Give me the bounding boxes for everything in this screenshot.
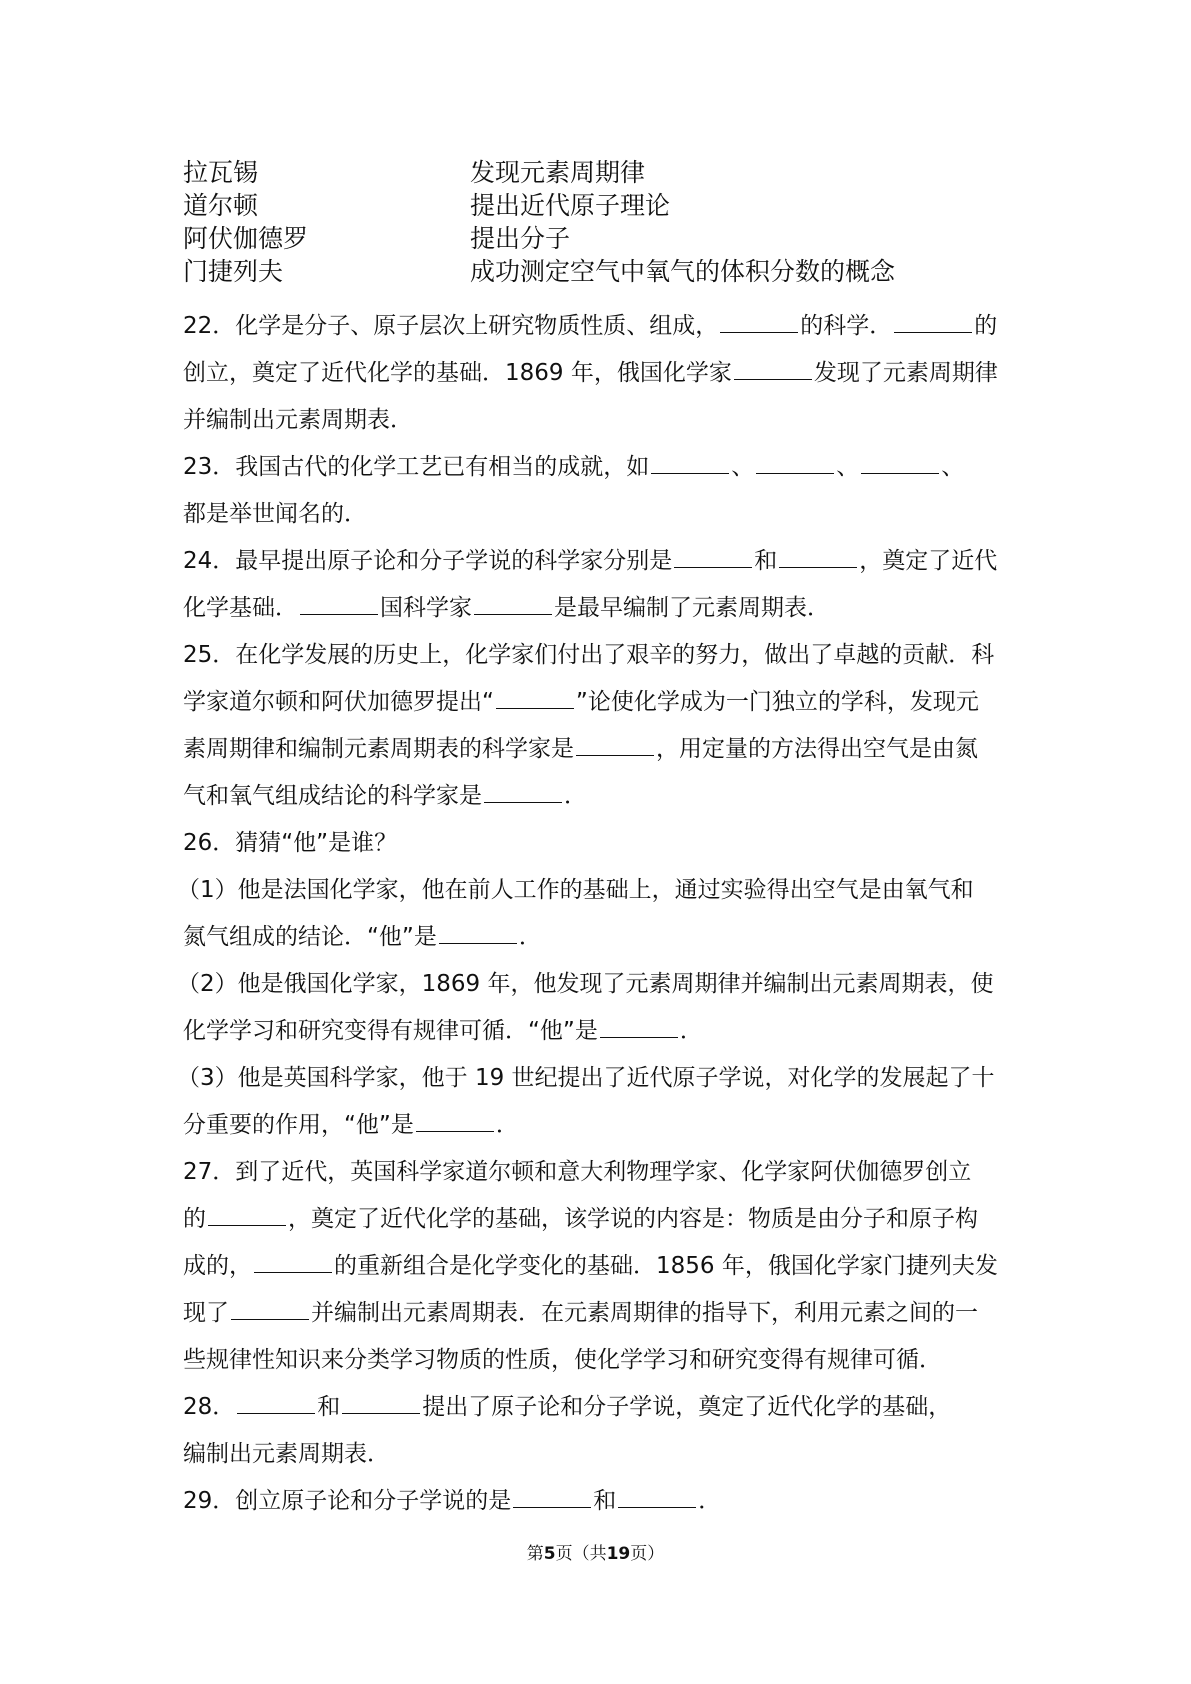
- achievement: 成功测定空气中氧气的体积分数的概念: [470, 257, 896, 286]
- answer-blank[interactable]: [513, 1485, 591, 1508]
- scientist-name: 拉瓦锡: [183, 158, 259, 187]
- answer-blank[interactable]: [756, 451, 834, 474]
- matching-row: [183, 222, 943, 255]
- question-25: 25．在化学发展的历史上，化学家们付出了艰辛的努力，做出了卓越的贡献．科 学家道尔顿和阿伏加德罗提出“ ”论使化学成为一门独立的学科，发现元 素周期律和编制元素周期表的科学家是 ，用定量的方法得出空气是由氮 气和氧气组成结论的科学家是 ．: [183, 642, 995, 809]
- answer-blank[interactable]: [576, 733, 654, 756]
- question-26-part-3: （3）他是英国科学家，他于 19 世纪提出了近代原子学说，对化学的发展起了十 分重要的作用，“他”是 ．: [177, 1065, 995, 1138]
- answer-blank[interactable]: [779, 545, 857, 568]
- answer-blank[interactable]: [254, 1250, 332, 1273]
- answer-blank[interactable]: [496, 686, 574, 709]
- question-27: 27．到了近代，英国科学家道尔顿和意大利物理学家、化学家阿伏伽德罗创立 的 ，奠定了近代化学的基础，该学说的内容是：物质是由分子和原子构 成的， 的重新组合是化学变化的基础．1856 年，俄国化学家门捷列夫发 现了 并编制出元素周期表．在元素周期律的指导下，利用元素之间的一 些规律性知识来分类学习物质的性质，使化学学习和研究变得有规律可循．: [183, 1159, 998, 1373]
- answer-blank[interactable]: [734, 357, 812, 380]
- matching-row: [183, 156, 943, 189]
- answer-blank[interactable]: [484, 780, 562, 803]
- answer-blank[interactable]: [300, 592, 378, 615]
- matching-row: [183, 189, 943, 222]
- page-total: 19: [606, 1544, 631, 1564]
- achievement: 提出近代原子理论: [470, 191, 671, 220]
- page-number: 5: [543, 1544, 556, 1564]
- scientist-name: 门捷列夫: [183, 257, 284, 286]
- answer-blank[interactable]: [208, 1203, 286, 1226]
- answer-blank[interactable]: [474, 592, 552, 615]
- achievement: 发现元素周期律: [470, 158, 646, 187]
- answer-blank[interactable]: [651, 451, 729, 474]
- answer-blank[interactable]: [894, 310, 972, 333]
- question-26-part-1: （1）他是法国化学家，他在前人工作的基础上，通过实验得出空气是由氧气和 氮气组成的结论．“他”是 ．: [177, 877, 974, 950]
- scientist-name: 道尔顿: [183, 191, 259, 220]
- answer-blank[interactable]: [600, 1015, 678, 1038]
- questions: [177, 303, 1019, 1525]
- question-26-part-2: （2）他是俄国化学家，1869 年，他发现了元素周期律并编制出元素周期表，使 化学学习和研究变得有规律可循．“他”是 ．: [177, 971, 994, 1044]
- scientist-name: 阿伏伽德罗: [183, 224, 309, 253]
- answer-blank[interactable]: [674, 545, 752, 568]
- question-24: 24．最早提出原子论和分子学说的科学家分别是 和 ，奠定了近代 化学基础． 国科学家 是最早编制了元素周期表．: [183, 538, 1019, 632]
- answer-blank[interactable]: [416, 1109, 494, 1132]
- matching-row: [183, 255, 943, 288]
- question-22: 22．化学是分子、原子层次上研究物质性质、组成， 的科学． 的 创立，奠定了近代化学的基础．1869 年，俄国化学家 发现了元素周期律 并编制出元素周期表．: [183, 303, 1019, 444]
- answer-blank[interactable]: [720, 310, 798, 333]
- page-footer: 第5页（共19页）: [526, 1544, 665, 1564]
- answer-blank[interactable]: [861, 451, 939, 474]
- achievement: 提出分子: [470, 224, 571, 253]
- matching-table: [183, 156, 943, 288]
- question-29: 29．创立原子论和分子学说的是 和 ．: [183, 1478, 1019, 1525]
- answer-blank[interactable]: [342, 1391, 420, 1414]
- answer-blank[interactable]: [618, 1485, 696, 1508]
- answer-blank[interactable]: [231, 1297, 309, 1320]
- answer-blank[interactable]: [439, 921, 517, 944]
- question-28: 28． 和 提出了原子论和分子学说，奠定了近代化学的基础， 编制出元素周期表．: [183, 1384, 1019, 1478]
- question-23: 23．我国古代的化学工艺已有相当的成就，如 、 、 、 都是举世闻名的．: [183, 444, 1019, 538]
- question-26: 26．猜猜“他”是谁？: [183, 830, 398, 856]
- answer-blank[interactable]: [237, 1391, 315, 1414]
